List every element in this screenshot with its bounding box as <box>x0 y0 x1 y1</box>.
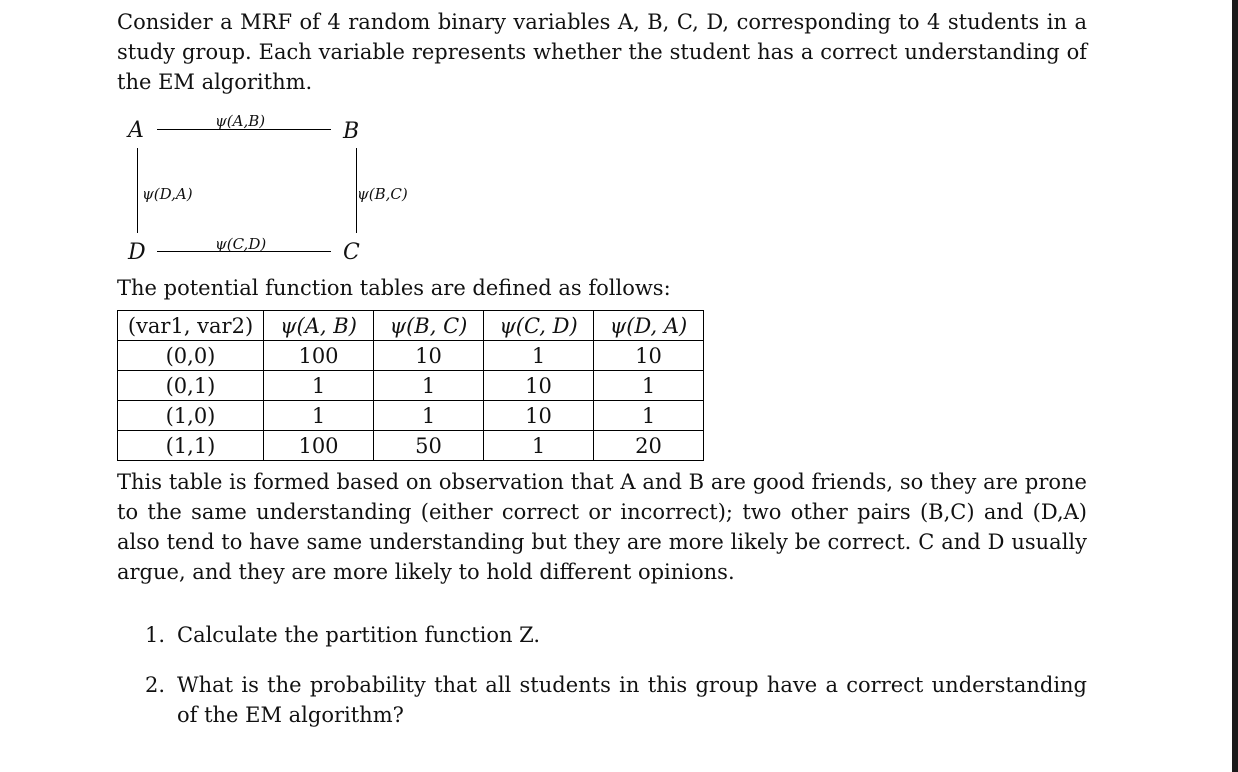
header-psi-cd: ψ(C, D) <box>484 311 594 341</box>
question-number: 1. <box>145 623 166 647</box>
table-intro: The potential function tables are defined as follows: <box>117 276 671 300</box>
table-row <box>118 401 704 431</box>
question-text: Calculate the partition function Z. <box>177 623 541 647</box>
table-cell: 100 <box>264 431 374 461</box>
table-cell: (1,1) <box>118 431 264 461</box>
node-d: D <box>128 240 146 265</box>
table-cell: (1,0) <box>118 401 264 431</box>
intro-paragraph: Consider a MRF of 4 random binary variables A, B, C, D, corresponding to 4 students in a study group. Each variable represents whether the student has a correct understanding of the EM algorithm. <box>117 10 1087 94</box>
table-cell: 10 <box>374 341 484 371</box>
node-a: A <box>128 118 144 143</box>
table-cell: 1 <box>374 401 484 431</box>
header-var: (var1, var2) <box>118 311 264 341</box>
edge-label-bc: ψ(B,C) <box>357 185 408 203</box>
table-cell: 50 <box>374 431 484 461</box>
table-cell: 10 <box>484 371 594 401</box>
header-psi-da: ψ(D, A) <box>594 311 704 341</box>
node-b: B <box>343 119 360 144</box>
edge-da <box>137 148 138 233</box>
table-row <box>118 431 704 461</box>
table-cell: 10 <box>594 341 704 371</box>
table-cell: 20 <box>594 431 704 461</box>
table-cell: 1 <box>484 341 594 371</box>
edge-label-ab: ψ(A,B) <box>215 112 266 130</box>
vertical-scrollbar[interactable] <box>1232 0 1238 772</box>
question-text: What is the probability that all students in this group have a correct understanding of the EM algorithm? <box>177 673 1087 727</box>
table-cell: 1 <box>264 371 374 401</box>
table-cell: 1 <box>264 401 374 431</box>
table-row <box>118 371 704 401</box>
table-cell: (0,0) <box>118 341 264 371</box>
edge-label-da: ψ(D,A) <box>142 185 193 203</box>
question-item <box>145 620 1087 650</box>
question-item <box>145 670 1087 730</box>
table-cell: 1 <box>484 431 594 461</box>
table-cell: 1 <box>594 371 704 401</box>
table-cell: 1 <box>374 371 484 401</box>
table-header-row <box>118 311 704 341</box>
table-cell: 10 <box>484 401 594 431</box>
question-number: 2. <box>145 673 166 697</box>
header-psi-bc: ψ(B, C) <box>374 311 484 341</box>
table-cell: 1 <box>594 401 704 431</box>
mrf-graph <box>117 102 437 267</box>
question-list <box>145 620 1087 750</box>
table-row <box>118 341 704 371</box>
potential-table <box>117 310 704 461</box>
table-cell: (0,1) <box>118 371 264 401</box>
table-cell: 100 <box>264 341 374 371</box>
explanation-paragraph: This table is formed based on observation that A and B are good friends, so they are prone to the same understanding (either correct or incorrect); two other pairs (B,C) and (D,A) also tend to have same understanding but they are more likely be correct. C and D usually argue, and they are more likely to hold different opinions. <box>117 470 1087 584</box>
edge-label-cd: ψ(C,D) <box>215 235 267 253</box>
node-c: C <box>343 240 360 265</box>
header-psi-ab: ψ(A, B) <box>264 311 374 341</box>
